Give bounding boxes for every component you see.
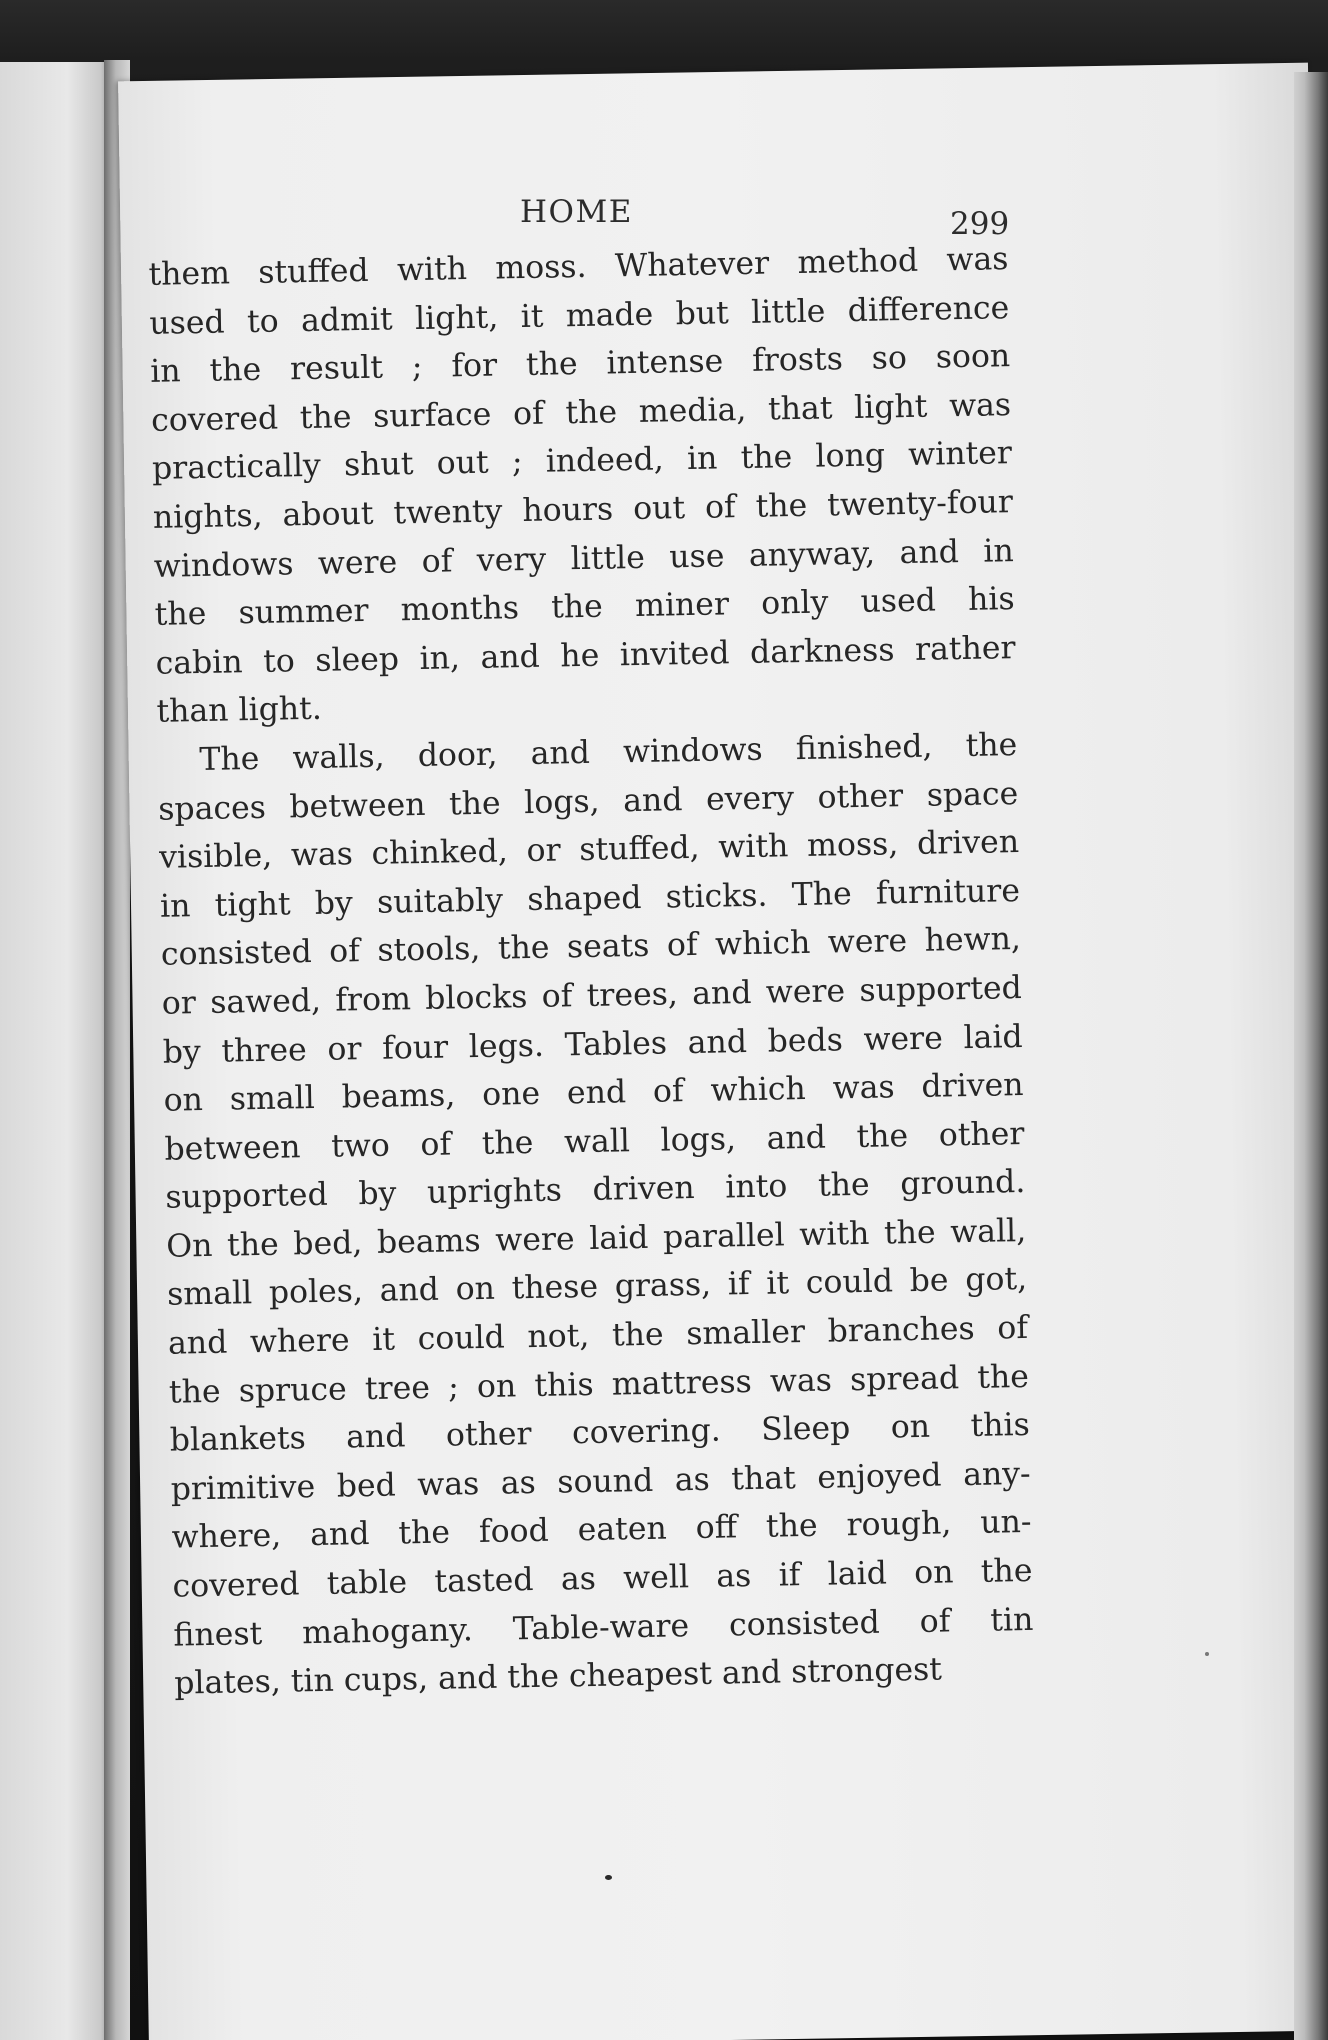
page-number: 299 xyxy=(950,206,1010,242)
text-line: finest mahogany. Table-ware consisted of tin xyxy=(173,1601,1034,1654)
text-line: On the bed, beams were laid parallel with the wall, xyxy=(165,1212,1027,1265)
paragraph xyxy=(157,721,1035,1708)
text-line: between two of the wall logs, and the other xyxy=(164,1115,1025,1168)
text-line: them stuffed with moss. Whatever method was xyxy=(148,241,1009,293)
text-line: blankets and other covering. Sleep on this xyxy=(169,1407,1031,1459)
text-line: where, and the food eaten off the rough, un- xyxy=(171,1504,1032,1557)
text-line: used to admit light, it made but little difference xyxy=(149,289,1010,342)
text-line: The walls, door, and windows finished, the xyxy=(199,726,1018,778)
text-line: plates, tin cups, and the cheapest and strongest xyxy=(174,1651,943,1702)
text-line: covered the surface of the media, that light was xyxy=(150,386,1012,439)
text-line: the summer months the miner only used his xyxy=(154,581,1015,633)
text-line: primitive bed was as sound as that enjoyed any- xyxy=(170,1455,1031,1508)
text-line: the spruce tree ; on this mattress was spread the xyxy=(168,1358,1030,1411)
text-line: small poles, and on these grass, if it could be got, xyxy=(166,1261,1028,1314)
text-line: visible, was chinked, or stuffed, with moss, driven xyxy=(158,824,1020,876)
text-line: or sawed, from blocks of trees, and were supported xyxy=(161,969,1023,1022)
running-head: HOME xyxy=(520,194,633,230)
text-line: nights, about twenty hours out of the twenty-four xyxy=(152,484,1014,536)
text-line: supported by uprights driven into the ground. xyxy=(165,1164,1026,1216)
facing-page-edge xyxy=(0,62,112,2040)
body-text xyxy=(148,235,1035,1708)
ink-speck xyxy=(605,1875,612,1880)
text-line: in the result ; for the intense frosts so soon xyxy=(149,338,1011,391)
text-line: by three or four legs. Tables and beds were laid xyxy=(162,1018,1023,1071)
text-line: than light. xyxy=(156,691,323,731)
text-line: in tight by suitably shaped sticks. The furniture xyxy=(159,872,1021,925)
text-line: on small beams, one end of which was driven xyxy=(163,1067,1024,1119)
paragraph xyxy=(148,235,1017,737)
text-line: consisted of stools, the seats of which were hewn, xyxy=(160,921,1022,974)
text-line: and where it could not, the smaller branches of xyxy=(167,1310,1029,1362)
text-line: spaces between the logs, and every other space xyxy=(157,775,1019,828)
text-line: cabin to sleep in, and he invited darkness rather xyxy=(155,629,1016,682)
page-fore-edge xyxy=(1294,72,1328,2040)
ink-speck xyxy=(1205,1652,1209,1656)
text-line: covered table tasted as well as if laid on the xyxy=(172,1552,1033,1605)
text-line: windows were of very little use anyway, and in xyxy=(153,532,1015,585)
page-header xyxy=(0,194,1328,244)
text-line: practically shut out ; indeed, in the long winter xyxy=(151,435,1013,488)
